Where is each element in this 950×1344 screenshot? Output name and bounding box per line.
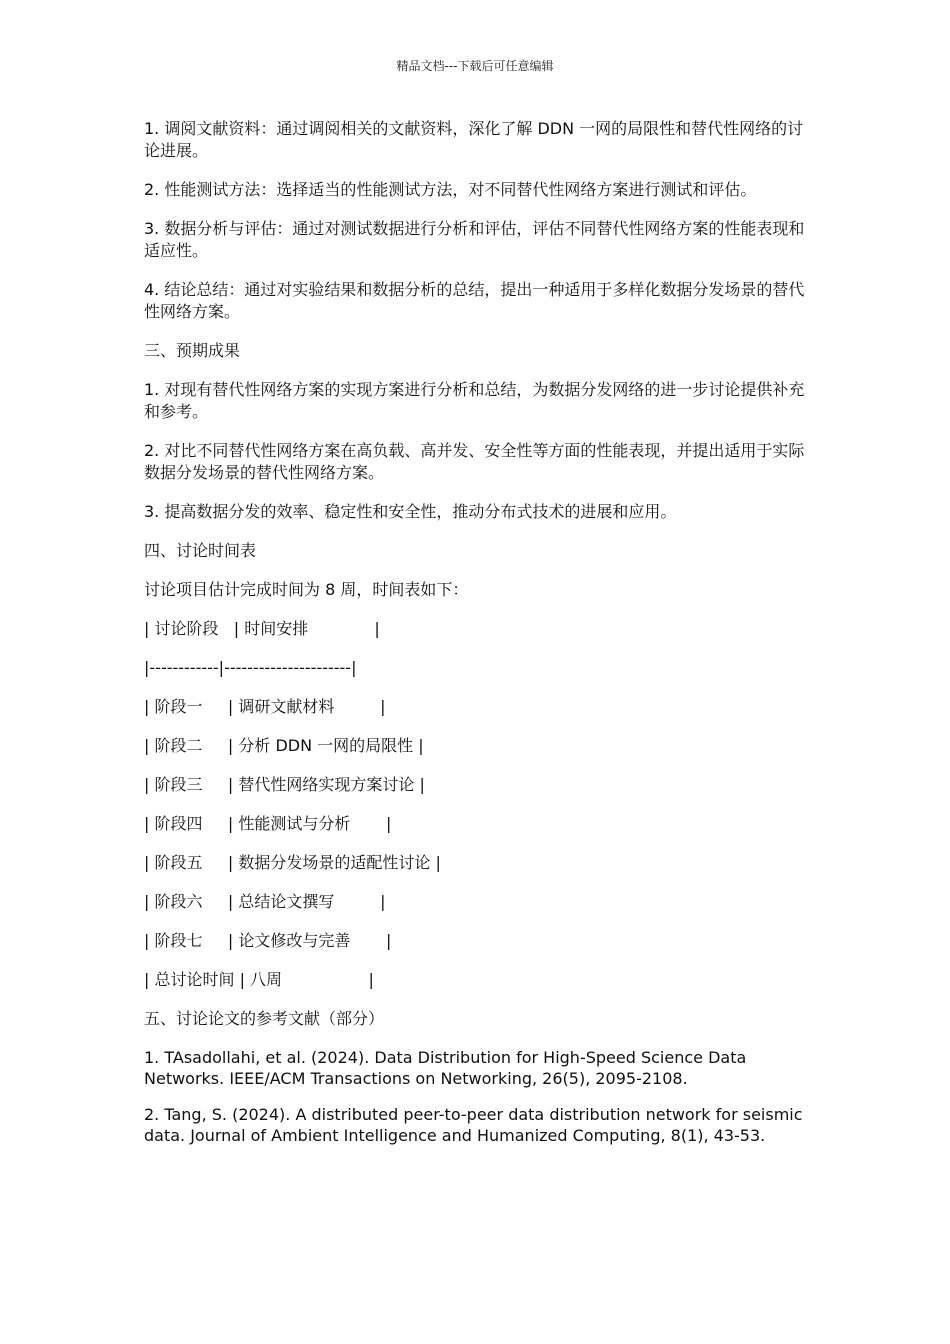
page-header: 精品文档---下载后可任意编辑	[396, 59, 554, 73]
reference-item-1: 1. TAsadollahi, et al. (2024). Data Distribution for High-Speed Science Data Networks. IEEE/ACM Transactions on Networking, 26(5), 2095-2108.	[144, 1048, 747, 1088]
result-item-1: 1. 对现有替代性网络方案的实现方案进行分析和总结，为数据分发网络的进一步讨论提供补充和参考。	[144, 380, 805, 421]
method-item-2: 2. 性能测试方法：选择适当的性能测试方法，对不同替代性网络方案进行测试和评估。	[144, 180, 757, 199]
method-item-1: 1. 调阅文献资料：通过调阅相关的文献资料，深化了解 DDN 一网的局限性和替代性网络的讨论进展。	[144, 119, 804, 160]
timeline-table-row: | 阶段四 | 性能测试与分析 |	[144, 814, 392, 833]
timeline-table-row: | 阶段一 | 调研文献材料 |	[144, 697, 386, 716]
timeline-table-row: | 阶段二 | 分析 DDN 一网的局限性 |	[144, 736, 424, 755]
result-item-3: 3. 提高数据分发的效率、稳定性和安全性，推动分布式技术的进展和应用。	[144, 502, 677, 521]
timeline-table-row: | 阶段五 | 数据分发场景的适配性讨论 |	[144, 853, 441, 872]
section-heading-expected-results: 三、预期成果	[144, 341, 241, 360]
document-body	[144, 118, 816, 1161]
section-heading-references: 五、讨论论文的参考文献（部分）	[144, 1009, 385, 1028]
timeline-table-row: | 阶段三 | 替代性网络实现方案讨论 |	[144, 775, 425, 794]
method-item-3: 3. 数据分析与评估：通过对测试数据进行分析和评估，评估不同替代性网络方案的性能表现和适应性。	[144, 219, 805, 260]
timeline-intro: 讨论项目估计完成时间为 8 周，时间表如下：	[144, 580, 469, 599]
reference-item-2: 2. Tang, S. (2024). A distributed peer-to-peer data distribution network for seismic data. Journal of Ambient Intelligence and Humanized Computing, 8(1), 43-53.	[144, 1105, 803, 1145]
timeline-table-total-row: | 总讨论时间 | 八周 |	[144, 970, 374, 989]
result-item-2: 2. 对比不同替代性网络方案在高负载、高并发、安全性等方面的性能表现，并提出适用于实际数据分发场景的替代性网络方案。	[144, 441, 805, 482]
method-item-4: 4. 结论总结：通过对实验结果和数据分析的总结，提出一种适用于多样化数据分发场景的替代性网络方案。	[144, 280, 805, 321]
timeline-table-header: | 讨论阶段 | 时间安排 |	[144, 619, 380, 638]
section-heading-timeline: 四、讨论时间表	[144, 541, 257, 560]
timeline-table-row: | 阶段六 | 总结论文撰写 |	[144, 892, 386, 911]
timeline-table-separator: |------------|----------------------|	[144, 658, 357, 677]
timeline-table-row: | 阶段七 | 论文修改与完善 |	[144, 931, 392, 950]
